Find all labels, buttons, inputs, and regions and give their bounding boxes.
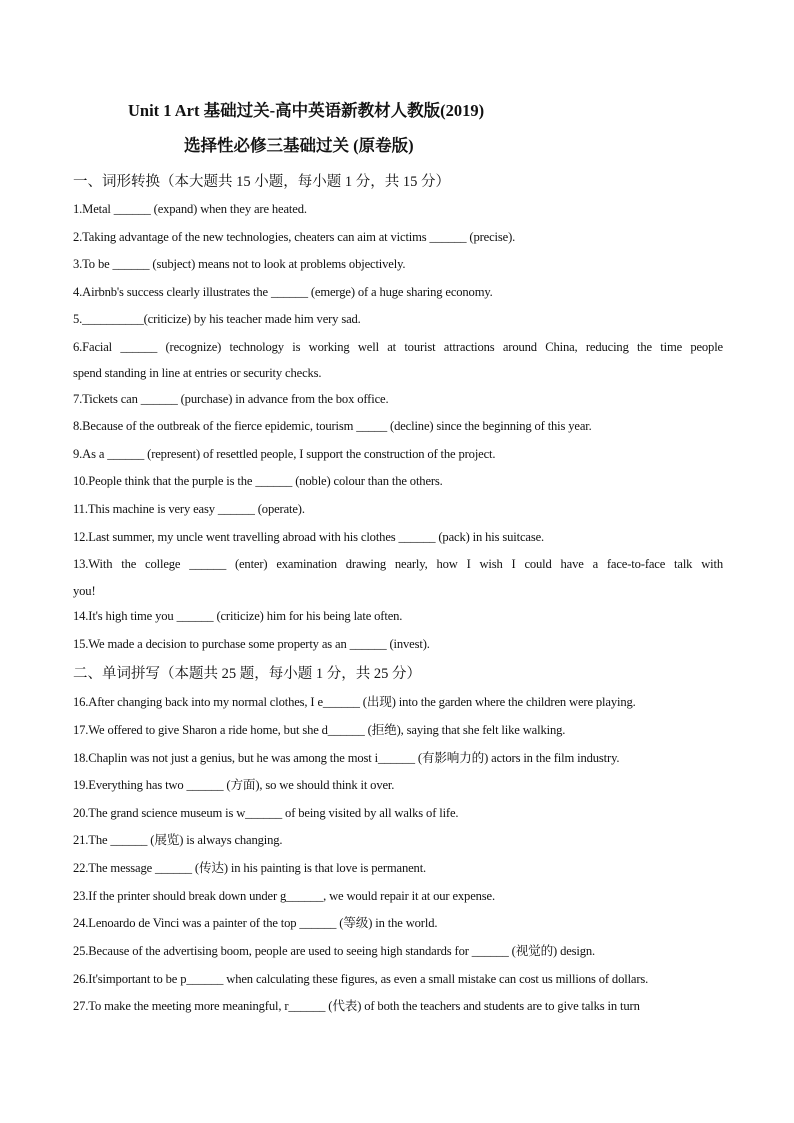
question-line: 18.Chaplin was not just a genius, but he was among the most i______ (有影响力的) actors in the film industry. [73, 751, 620, 765]
section-heading-spelling: 二、单词拼写（本题共 25 题，每小题 1 分，共 25 分） [73, 666, 421, 682]
question-line: 26.It'simportant to be p______ when calculating these figures, as even a small mistake can cost us millions of dollars. [73, 972, 649, 986]
question-line: 7.Tickets can ______ (purchase) in advance from the box office. [73, 392, 389, 406]
question-line-continuation: spend standing in line at entries or security checks. [73, 366, 322, 380]
question-line: 15.We made a decision to purchase some property as an ______ (invest). [73, 637, 430, 651]
question-line: 2.Taking advantage of the new technologies, cheaters can aim at victims ______ (precise). [73, 230, 516, 244]
question-line: 10.People think that the purple is the ______ (noble) colour than the others. [73, 474, 443, 488]
question-line: 20.The grand science museum is w______ of being visited by all walks of life. [73, 806, 459, 820]
question-line: 19.Everything has two ______ (方面), so we should think it over. [73, 778, 395, 792]
question-line-continuation: you! [73, 584, 96, 598]
question-line: 4.Airbnb's success clearly illustrates the ______ (emerge) of a huge sharing economy. [73, 285, 493, 299]
question-line: 5.__________(criticize) by his teacher made him very sad. [73, 312, 361, 326]
question-line: 8.Because of the outbreak of the fierce epidemic, tourism _____ (decline) since the beginning of this year. [73, 419, 592, 433]
question-line: 25.Because of the advertising boom, people are used to seeing high standards for ______ (视觉的) design. [73, 944, 596, 958]
document-title: Unit 1 Art 基础过关-高中英语新教材人教版(2019) [128, 101, 485, 120]
document-subtitle: 选择性必修三基础过关 (原卷版) [184, 136, 414, 155]
question-line: 27.To make the meeting more meaningful, r______ (代表) of both the teachers and students are to give talks in turn [73, 999, 640, 1013]
question-line: 9.As a ______ (represent) of resettled people, I support the construction of the project. [73, 447, 496, 461]
question-line: 14.It's high time you ______ (criticize) him for his being late often. [73, 609, 403, 623]
question-line: 6.Facial ______ (recognize) technology is working well at tourist attractions around China, reducing the time people [73, 340, 723, 354]
question-line: 23.If the printer should break down under g______, we would repair it at our expense. [73, 889, 495, 903]
question-line: 11.This machine is very easy ______ (operate). [73, 502, 305, 516]
question-line: 1.Metal ______ (expand) when they are heated. [73, 202, 307, 216]
question-line: 17.We offered to give Sharon a ride home, but she d______ (拒绝), saying that she felt like walking. [73, 723, 566, 737]
question-line: 12.Last summer, my uncle went travelling abroad with his clothes ______ (pack) in his suitcase. [73, 530, 545, 544]
question-line: 21.The ______ (展览) is always changing. [73, 833, 283, 847]
question-line: 24.Lenoardo de Vinci was a painter of the top ______ (等级) in the world. [73, 916, 438, 930]
question-line: 13.With the college ______ (enter) examination drawing nearly, how I wish I could have a face-to-face talk with [73, 557, 723, 571]
question-line: 16.After changing back into my normal clothes, I e______ (出现) into the garden where the children were playing. [73, 695, 636, 709]
question-line: 3.To be ______ (subject) means not to look at problems objectively. [73, 257, 406, 271]
question-line: 22.The message ______ (传达) in his painting is that love is permanent. [73, 861, 427, 875]
section-heading-word-formation: 一、词形转换（本大题共 15 小题，每小题 1 分，共 15 分） [73, 174, 450, 190]
